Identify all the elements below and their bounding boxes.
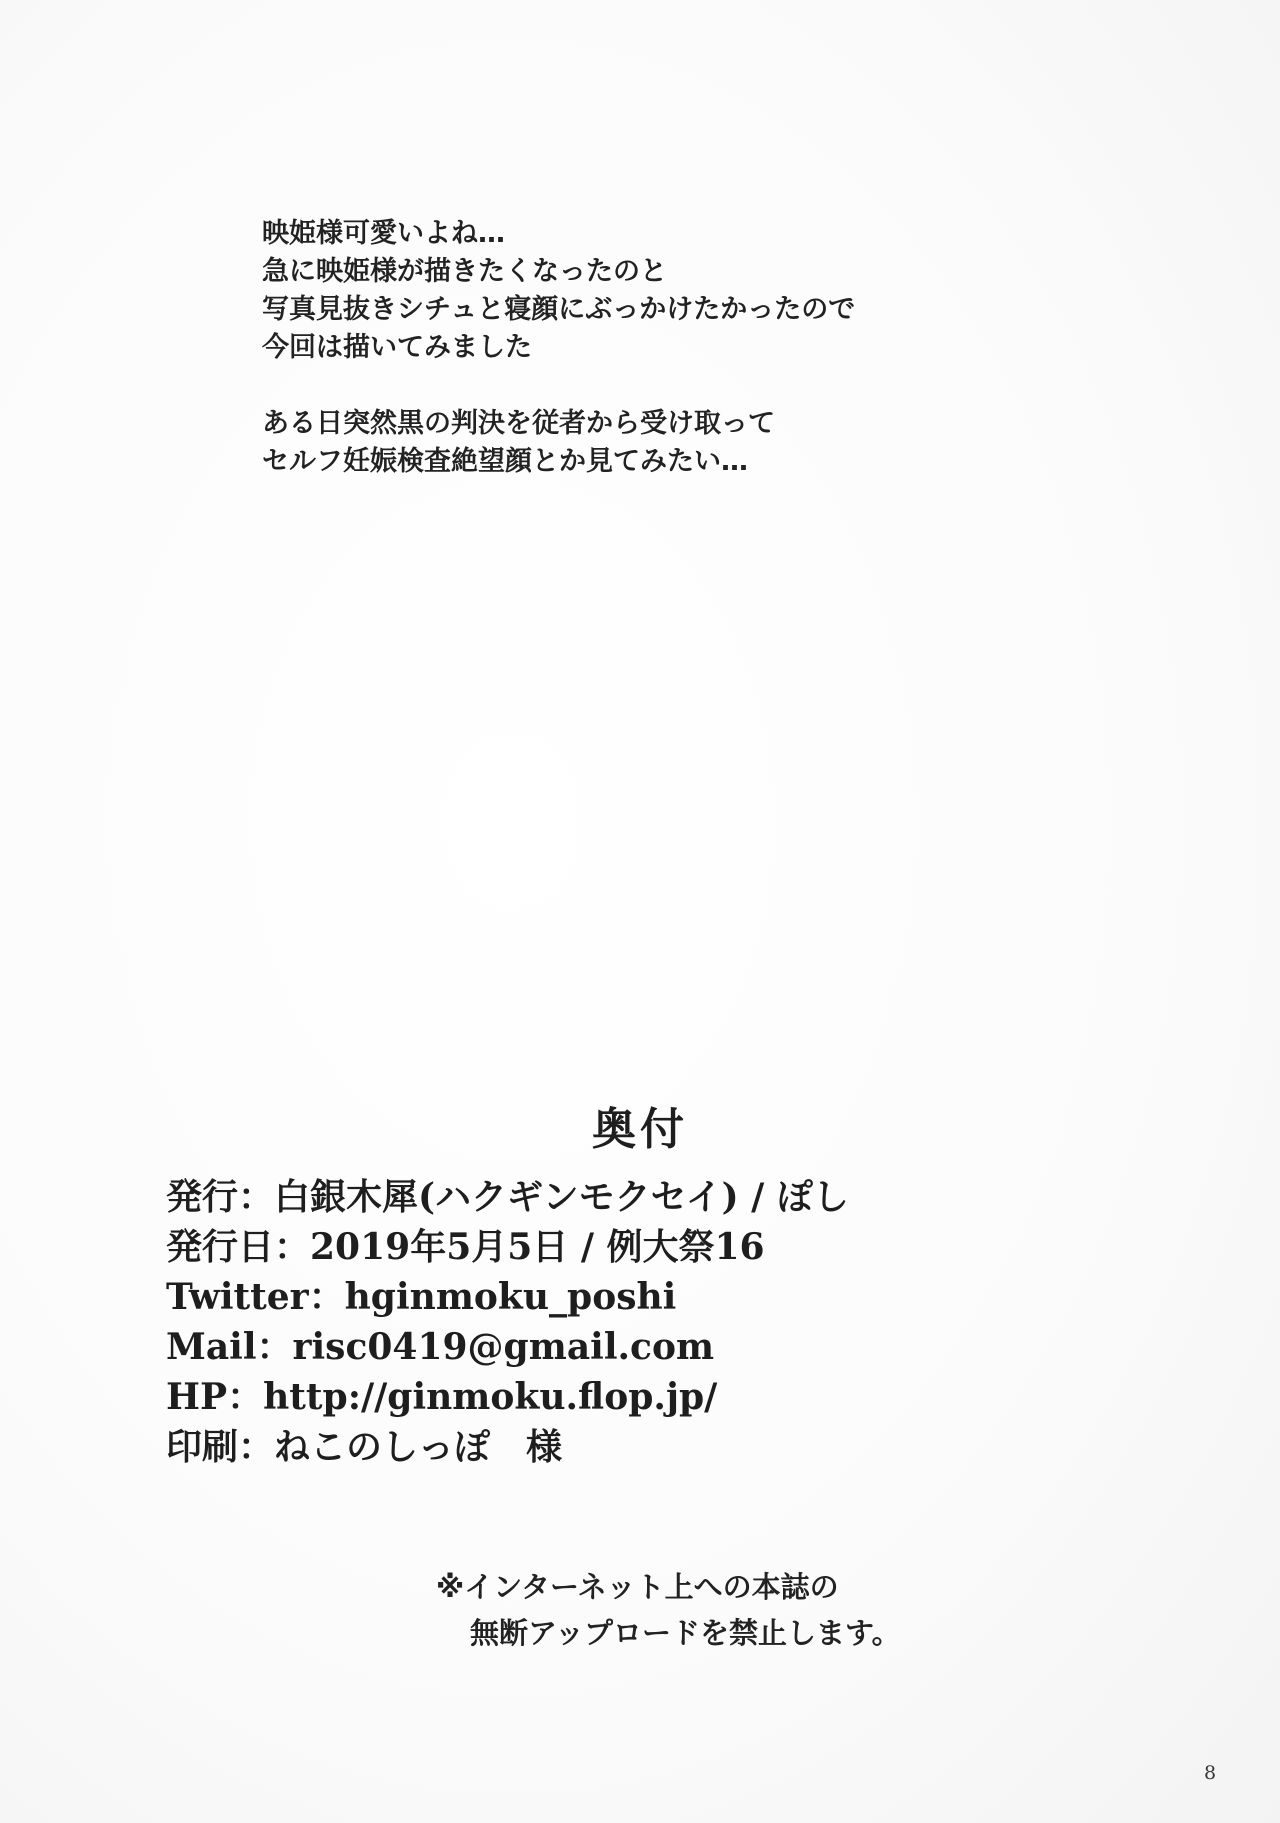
afterword-text	[262, 215, 1022, 481]
afterword-line: ある日突然黒の判決を従者から受け取って	[262, 408, 775, 439]
afterword-line: 映姫様可愛いよね…	[262, 218, 505, 249]
afterword-line: 急に映姫様が描きたくなったのと	[262, 256, 667, 287]
afterword-line: セルフ妊娠検査絶望顔とか見てみたい…	[262, 446, 748, 477]
colophon-block	[166, 1172, 1066, 1472]
page-number: 8	[1204, 1762, 1217, 1784]
colophon-publish-date: 発行日：2019年5月5日 / 例大祭16	[166, 1226, 765, 1268]
colophon-mail: Mail：risc0419@gmail.com	[166, 1326, 715, 1368]
afterword-paragraph-1	[262, 215, 1022, 367]
colophon-title: 奥付	[592, 1104, 688, 1155]
afterword-paragraph-2	[262, 405, 1022, 481]
afterword-line: 今回は描いてみました	[262, 332, 532, 363]
colophon-publisher: 発行：白銀木犀(ハクギンモクセイ) / ぽし	[166, 1176, 849, 1218]
notice-line: ※インターネット上への本誌の	[436, 1570, 839, 1604]
upload-notice	[436, 1564, 1036, 1656]
afterword-line: 写真見抜きシチュと寝顔にぶっかけたかったので	[262, 294, 856, 325]
colophon-twitter: Twitter：hginmoku_poshi	[166, 1276, 677, 1318]
notice-line: 無断アップロードを禁止します。	[470, 1616, 901, 1650]
colophon-homepage: HP：http://ginmoku.flop.jp/	[166, 1376, 718, 1418]
colophon-printer: 印刷：ねこのしっぽ 様	[166, 1426, 563, 1468]
